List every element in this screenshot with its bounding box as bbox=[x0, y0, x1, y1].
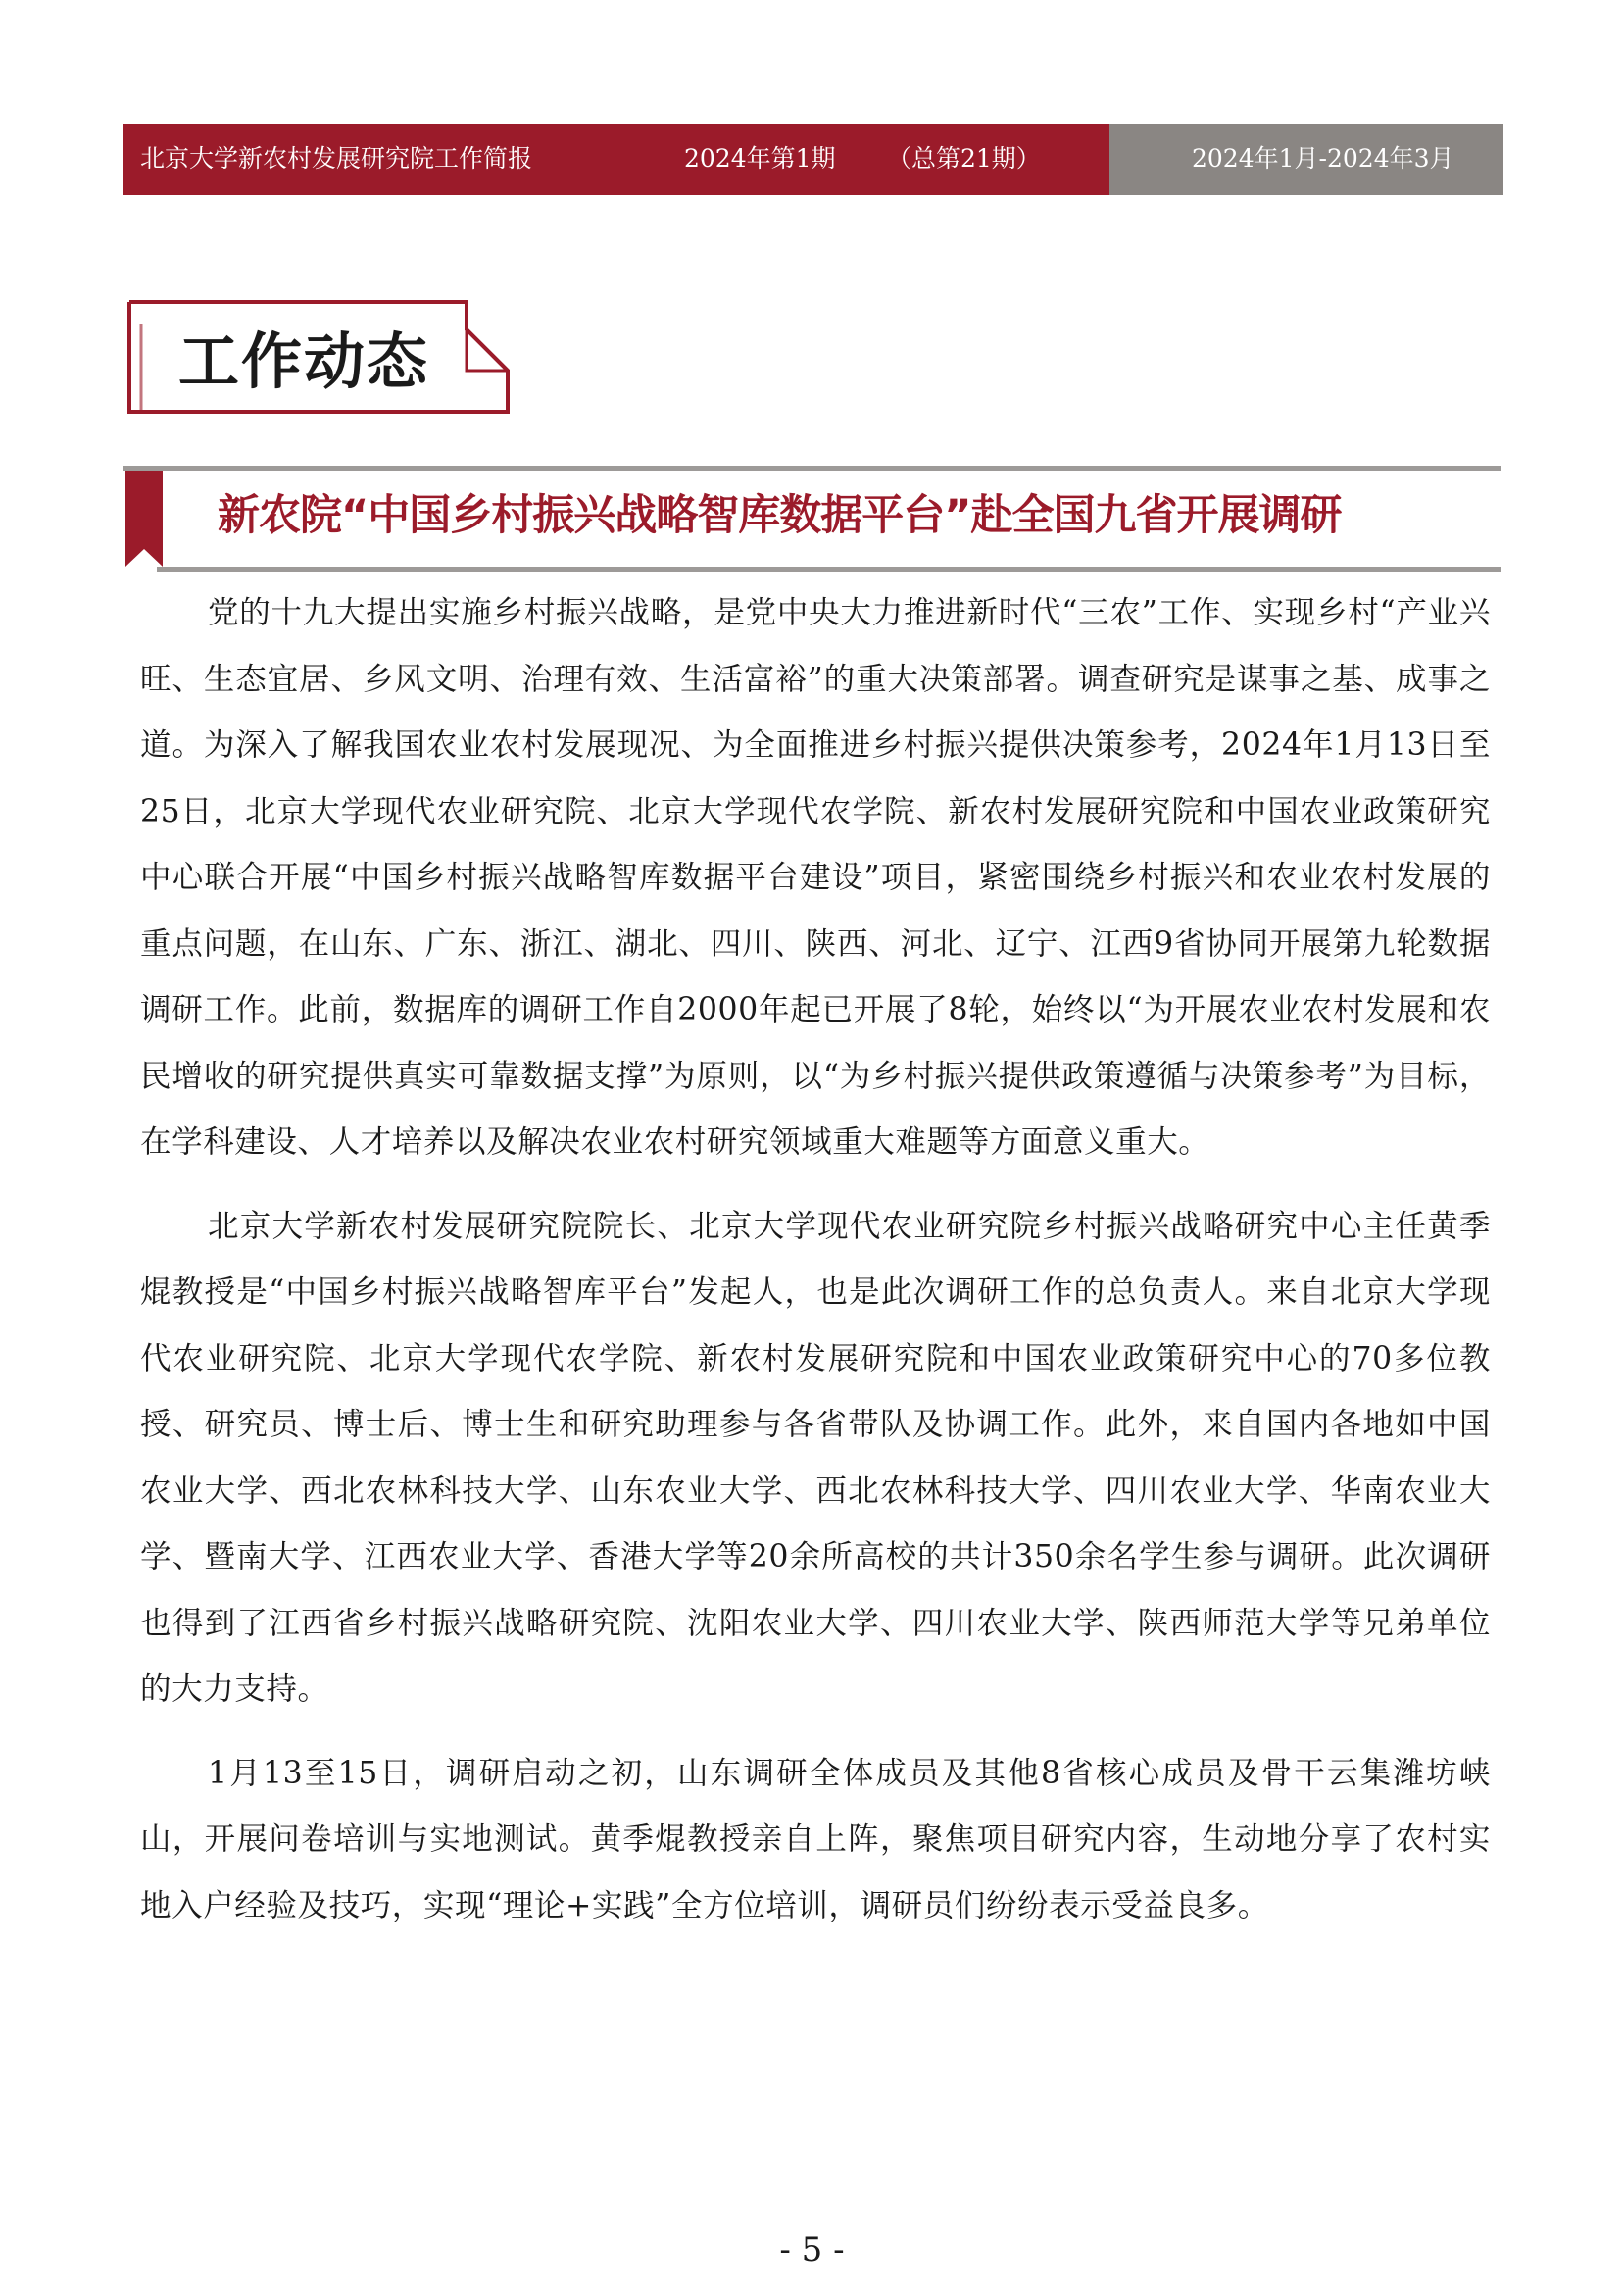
total-issue-number: （总第21期） bbox=[887, 144, 1041, 173]
publication-name: 北京大学新农村发展研究院工作简报 bbox=[140, 144, 533, 173]
page-number: - 5 - bbox=[779, 2230, 845, 2270]
issue-period: 2024年1月-2024年3月 bbox=[1192, 144, 1454, 173]
section-title: 工作动态 bbox=[178, 325, 430, 397]
title-divider-bottom bbox=[157, 567, 1501, 572]
title-flag-icon bbox=[125, 471, 163, 567]
paragraph: 北京大学新农村发展研究院院长、北京大学现代农业研究院乡村振兴战略研究中心主任黄季焜教授是“中国乡村振兴战略智库平台”发起人，也是此次调研工作的总负责人。来自北京大学现代农业研究院、北京大学现代农学院、新农村发展研究院和中国农业政策研究中心的70多位教授、研究员、博士后、博士生和研究助理参与各省带队及协调工作。此外，来自国内各地如中国农业大学、西北农林科技大学、山东农业大学、西北农林科技大学、四川农业大学、华南农业大学、暨南大学、江西农业大学、香港大学等20余所高校的共计350余名学生参与调研。此次调研也得到了江西省乡村振兴战略研究院、沈阳农业大学、四川农业大学、陕西师范大学等兄弟单位的大力支持。 bbox=[140, 1208, 1491, 1707]
title-divider-top bbox=[123, 466, 1501, 471]
paragraph: 党的十九大提出实施乡村振兴战略，是党中央大力推进新时代“三农”工作、实现乡村“产业兴旺、生态宜居、乡风文明、治理有效、生活富裕”的重大决策部署。调查研究是谋事之基、成事之道。为深入了解我国农业农村发展现况、为全面推进乡村振兴提供决策参考，2024年1月13日至25日，北京大学现代农业研究院、北京大学现代农学院、新农村发展研究院和中国农业政策研究中心联合开展“中国乡村振兴战略智库数据平台建设”项目，紧密围绕乡村振兴和农业农村发展的重点问题，在山东、广东、浙江、湖北、四川、陕西、河北、辽宁、江西9省协同开展第九轮数据调研工作。此前，数据库的调研工作自2000年起已开展了8轮，始终以“为开展农业农村发展和农民增收的研究提供真实可靠数据支撑”为原则，以“为乡村振兴提供政策遵循与决策参考”为目标，在学科建设、人才培养以及解决农业农村研究领域重大难题等方面意义重大。 bbox=[140, 595, 1491, 1160]
paragraph: 1月13至15日，调研启动之初，山东调研全体成员及其他8省核心成员及骨干云集潍坊峡山，开展问卷培训与实地测试。黄季焜教授亲自上阵，聚焦项目研究内容，生动地分享了农村实地入户经验及技巧，实现“理论+实践”全方位培训，调研员们纷纷表示受益良多。 bbox=[140, 1755, 1491, 1923]
header-period-bar bbox=[1109, 124, 1503, 195]
issue-number: 2024年第1期 bbox=[684, 144, 836, 173]
article-title: 新农院“中国乡村振兴战略智库数据平台”赴全国九省开展调研 bbox=[218, 491, 1342, 540]
header-bar bbox=[123, 124, 1109, 195]
article-body bbox=[140, 580, 1491, 1957]
